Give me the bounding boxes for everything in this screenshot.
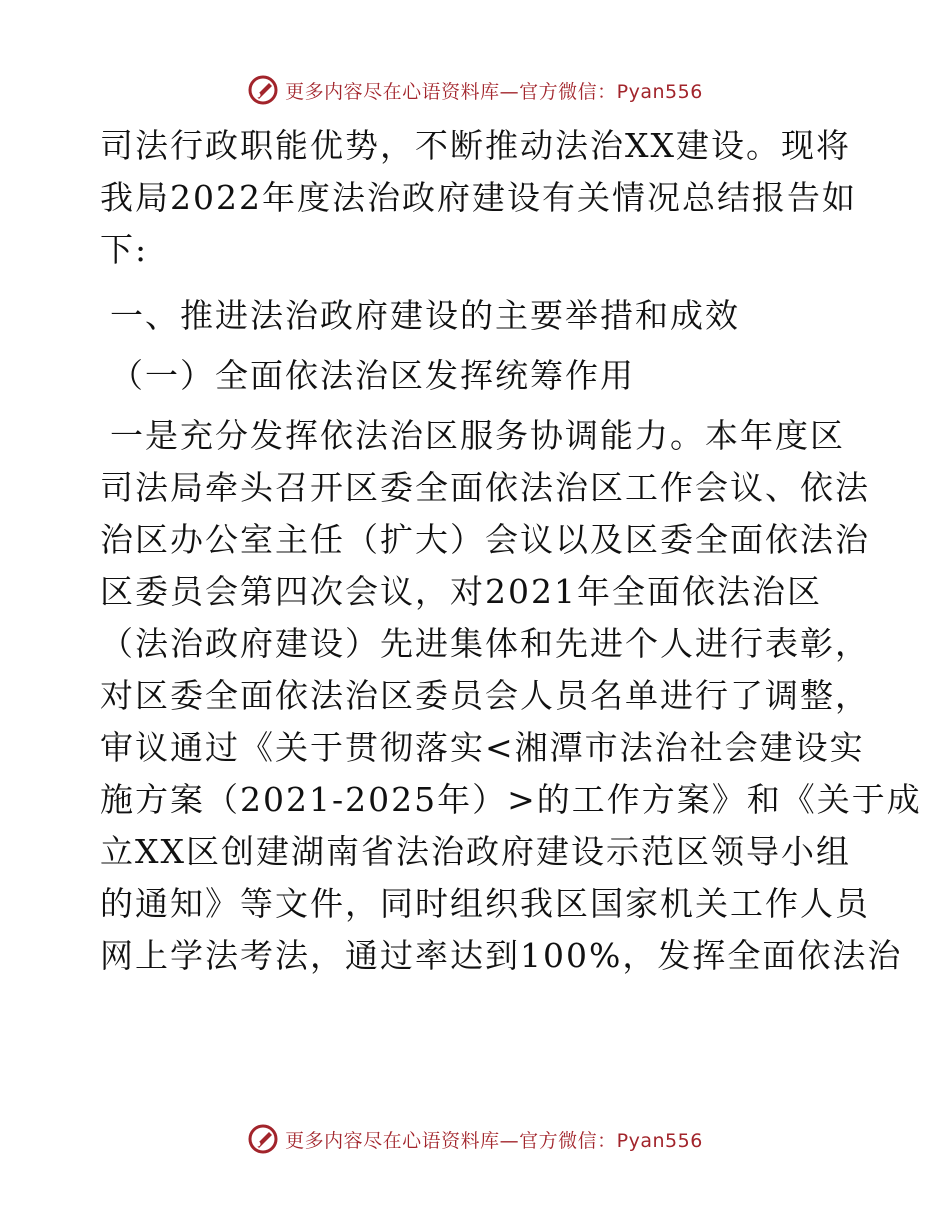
body-line: 下:: [100, 230, 149, 269]
body-line: 一是充分发挥依法治区服务协调能力。本年度区: [110, 416, 845, 455]
body-line: 我局2022年度法治政府建设有关情况总结报告如: [100, 178, 857, 217]
body-line: 施方案（2021-2025年）>的工作方案》和《关于成: [100, 780, 922, 819]
body-line: 对区委全面依法治区委员会人员名单进行了调整，: [100, 676, 870, 715]
body-line: 审议通过《关于贯彻落实<湘潭市法治社会建设实: [100, 728, 865, 767]
top-banner: [0, 70, 950, 110]
document-body: [100, 120, 922, 982]
banner-text: 更多内容尽在心语资料库—官方微信：Pyan556: [285, 1129, 703, 1152]
body-line: 的通知》等文件，同时组织我区国家机关工作人员: [100, 884, 870, 923]
body-line: 立XX区创建湖南省法治政府建设示范区领导小组: [100, 832, 851, 871]
brush-seal-logo-icon: [247, 1123, 279, 1155]
subsection-heading: （一）全面依法治区发挥统筹作用: [110, 356, 635, 395]
body-line: （法治政府建设）先进集体和先进个人进行表彰，: [100, 624, 870, 663]
body-line: 网上学法考法，通过率达到100%，发挥全面依法治: [100, 936, 903, 975]
banner-text: 更多内容尽在心语资料库—官方微信：Pyan556: [285, 80, 703, 103]
body-line: 区委员会第四次会议，对2021年全面依法治区: [100, 572, 822, 611]
brush-seal-logo-icon: [247, 74, 279, 106]
body-line: 司法局牵头召开区委全面依法治区工作会议、依法: [100, 468, 870, 507]
section-heading: 一、推进法治政府建设的主要举措和成效: [110, 296, 740, 335]
body-line: 司法行政职能优势，不断推动法治XX建设。现将: [100, 126, 851, 165]
bottom-banner: [0, 1119, 950, 1159]
body-line: 治区办公室主任（扩大）会议以及区委全面依法治: [100, 520, 870, 559]
